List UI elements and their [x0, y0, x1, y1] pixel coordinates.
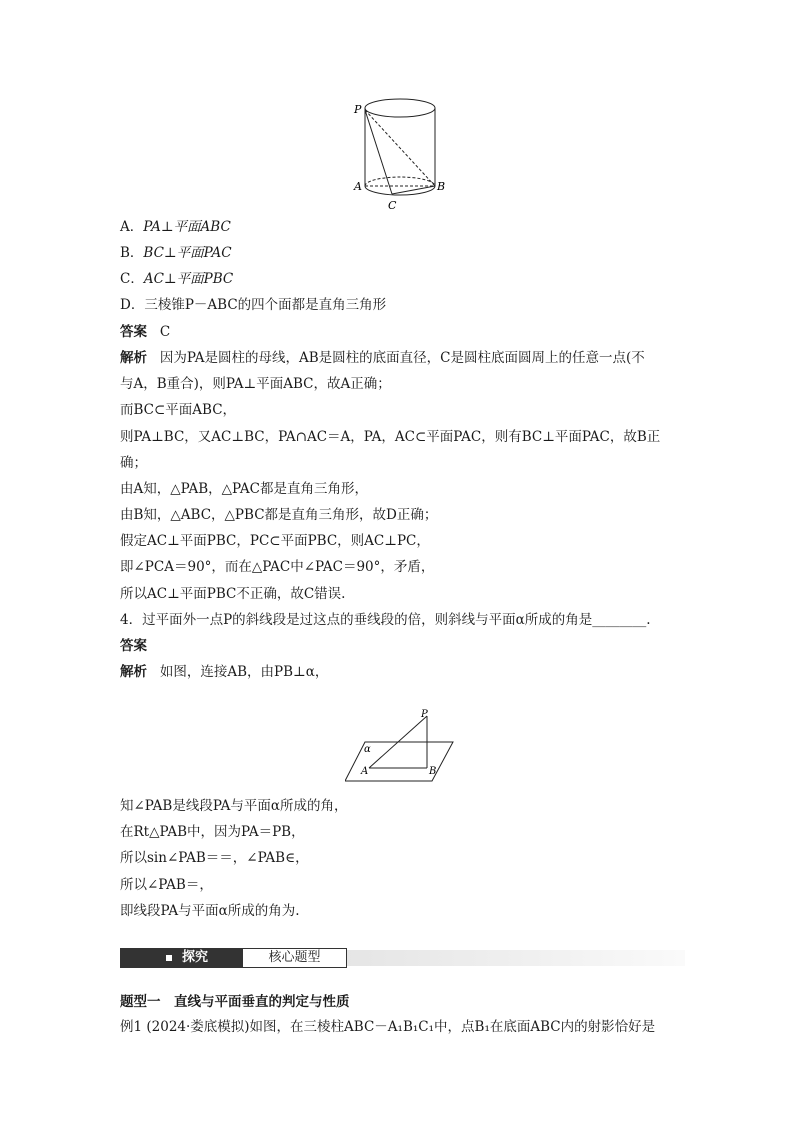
label-c: C: [388, 199, 397, 212]
option-text: AC⊥平面PBC: [143, 271, 234, 287]
q4-analysis-line: 知∠PAB是线段PA与平面α所成的角，: [120, 798, 348, 814]
label-b: B: [429, 766, 437, 777]
q3-analysis-line: 由A知，△PAB，△PAC都是直角三角形，: [120, 481, 368, 497]
label-a: A: [361, 766, 369, 777]
q4-analysis-line: 所以sin∠PAB＝＝，∠PAB∈，: [120, 850, 309, 866]
label-b: B: [437, 180, 446, 193]
square-icon: [166, 955, 172, 961]
q3-analysis-line: 所以AC⊥平面PBC不正确，故C错误.: [120, 586, 346, 602]
banner-box-label: 核心题型: [242, 948, 347, 968]
q3-analysis-line: 假定AC⊥平面PBC，PC⊂平面PBC，则AC⊥PC，: [120, 533, 430, 549]
q4-analysis-line: 在Rt△PAB中，因为PA＝PB，: [120, 824, 305, 840]
option-c: [120, 269, 233, 289]
option-letter: B．: [120, 245, 144, 261]
option-a: [120, 217, 231, 237]
plane-figure: [345, 708, 460, 788]
q3-analysis-line: 则PA⊥BC，又AC⊥BC，PA∩AC＝A，PA，AC⊂平面PAC，则有BC⊥平面PAC，故B正: [120, 429, 661, 445]
q3-analysis-line: 确；: [120, 455, 147, 471]
analysis-label: 解析: [120, 350, 147, 366]
option-d: [120, 295, 386, 315]
q4-analysis-line: 即线段PA与平面α所成的角为.: [120, 903, 300, 919]
q3-analysis-line: 由B知，△ABC，△PBC都是直角三角形，故D正确；: [120, 507, 438, 523]
example-intro: 例1 (2024·娄底模拟)如图，在三棱柱ABC－A₁B₁C₁中，点B₁在底面ABC内的射影恰好是: [120, 1019, 656, 1035]
option-text: 三棱锥P－ABC的四个面都是直角三角形: [144, 297, 387, 313]
analysis-label: 解析: [120, 664, 147, 680]
option-text: PA⊥平面ABC: [143, 219, 231, 235]
banner-dark-label: 探究: [182, 950, 209, 965]
q3-analysis-line: [120, 348, 645, 368]
label-a: A: [354, 180, 362, 193]
q4-answer-label: 答案: [120, 638, 147, 654]
analysis-text: 如图，连接AB，由PB⊥α，: [159, 664, 329, 680]
section-title: 题型一 直线与平面垂直的判定与性质: [120, 994, 350, 1010]
q4-question: 4．过平面外一点P的斜线段是过这点的垂线段的倍，则斜线与平面α所成的角是________.: [120, 612, 651, 628]
answer-value: C: [159, 324, 171, 340]
q4-analysis-line: 所以∠PAB＝，: [120, 877, 213, 893]
q4-analysis-line: [120, 662, 328, 682]
option-letter: D．: [120, 297, 145, 313]
option-b: [120, 243, 232, 263]
banner-dark-block: [120, 948, 242, 968]
analysis-text: 因为PA是圆柱的母线，AB是圆柱的底面直径，C是圆柱底面圆周上的任意一点(不: [159, 350, 645, 366]
q3-answer: [120, 322, 170, 342]
section-banner: [120, 946, 685, 970]
option-text: BC⊥平面PAC: [143, 245, 232, 261]
label-alpha: α: [364, 744, 371, 755]
q3-analysis-line: 与A，B重合)，则PA⊥平面ABC，故A正确；: [120, 376, 391, 392]
label-p: P: [421, 709, 428, 720]
answer-label: 答案: [120, 324, 147, 340]
q3-analysis-line: 而BC⊂平面ABC，: [120, 402, 237, 418]
q3-analysis-line: 即∠PCA＝90°，而在△PAC中∠PAC＝90°，矛盾，: [120, 559, 435, 575]
label-p: P: [354, 103, 362, 116]
option-letter: C．: [120, 271, 144, 287]
option-letter: A．: [120, 219, 144, 235]
cylinder-figure: [350, 95, 450, 215]
